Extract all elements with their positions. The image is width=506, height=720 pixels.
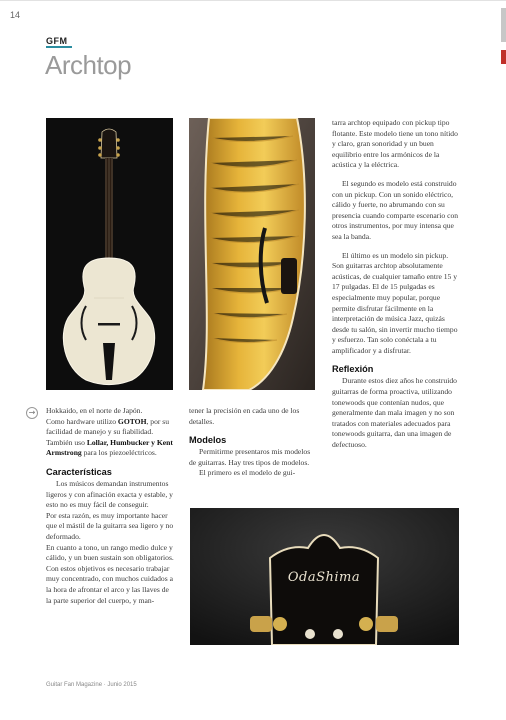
footer-credit: Guitar Fan Magazine · Junio 2015 <box>46 682 137 688</box>
top-rule <box>0 0 506 1</box>
col3-para3: El último es un modelo sin pickup. Son guitarras archtop absolutamente acústicas, de cualquier tamaño entre 15 y 17 pulgadas. El de 15 pulgadas es especialmente muy popular, porque permite disfrutar fácilmente en la interpretación de música Jazz, quizás desde tu salón, sin invertir mucho tiempo y esfuerzo. Tan solo conéctala a tu amplificador y a disfrutar. <box>332 250 458 355</box>
col2-para1: Permitirme presentaros mis modelos de guitarras. Hay tres tipos de modelos. <box>189 447 311 467</box>
page-number: 14 <box>10 10 21 20</box>
column-1 <box>46 406 176 606</box>
col1-para3: En cuanto a tono, un rango medio dulce y cálido, y un buen sustain son obligatorios. Con estos objetivos es necesario trabajar muy concentrado, con muchos cuidados a la hora de afrontar el arco y las llaves de la parte superior del cuerpo, y man- <box>46 542 174 605</box>
col3-para4: Durante estos diez años he construido guitarras de forma proactiva, utilizando tonewoods que contenían nudos, que generalmente dan mala imagen y no son tratados con materiales adecuados para tonewoods guitarra, dan una imagen de defectuoso. <box>332 376 457 450</box>
col2-para2: El primero es el modelo de gui- <box>199 468 296 478</box>
section-tag: GFM <box>46 36 68 46</box>
column-2 <box>189 406 317 479</box>
col2-cont: tener la precisión en cada uno de los detalles. <box>189 406 300 426</box>
heading-modelos: Modelos <box>189 435 227 446</box>
col1-intro: Hokkaido, en el norte de Japón. <box>46 406 143 415</box>
col1-hardware: Como hardware utilizo GOTOH, por su facilidad de manejo y su fiabilidad. También uso Lollar, Humbucker y Kent Armstrong para los piezoeléctricos. <box>46 416 173 458</box>
col3-para2: El segundo es modelo está construido con un pickup. Con un sonido eléctrico, cálido y fuerte, no abrumando con su presencia cuando comparte escenario con otros instrumentos, por muy intensa que sea la banda. <box>332 178 459 241</box>
photo-guitar-front <box>46 118 173 390</box>
heading-caracteristicas: Características <box>46 466 112 477</box>
heading-reflexion: Reflexión <box>332 364 374 375</box>
column-3 <box>332 118 460 451</box>
col1-para1: Los músicos demandan instrumentos ligeros y con afinación exacta y estable, y esto no es muy fácil de conseguir. <box>46 478 173 510</box>
section-rule <box>46 46 72 48</box>
page-title: Archtop <box>45 50 132 80</box>
col3-cont: tarra archtop equipado con pickup tipo flotante. Este modelo tiene un tono nítido y claro, gran sonoridad y un buen equilibrio entre los armónicos de la acústica y la eléctrica. <box>332 118 458 170</box>
col1-para2: Por esta razón, es muy importante hacer que el mástil de la guitarra sea ligero y no deformado. <box>46 510 174 541</box>
circle-arrow-icon: → <box>26 407 38 419</box>
photo-body-closeup <box>189 118 315 390</box>
headstock-logo: OdaShima <box>287 570 361 585</box>
page-edge-tab <box>501 8 506 42</box>
page-edge-marker <box>501 50 506 64</box>
